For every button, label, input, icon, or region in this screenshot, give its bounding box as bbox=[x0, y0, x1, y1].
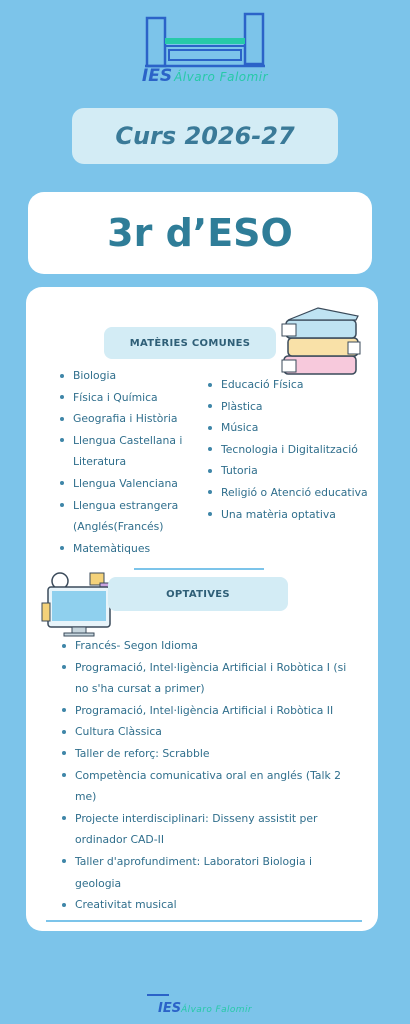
level-title: 3r d’ESO bbox=[107, 211, 293, 255]
list-item-continuation: geologia bbox=[75, 876, 122, 890]
list-item: Tutoria bbox=[208, 460, 378, 482]
list-item: Llengua Valenciana bbox=[60, 473, 210, 495]
logo-ies: IES bbox=[141, 66, 173, 86]
list-item: Taller d'aprofundiment: Laboratori Biologia i bbox=[62, 851, 352, 873]
comunes-heading: MATÈRIES COMUNES bbox=[104, 327, 276, 359]
logo-school-name: Álvaro Falomir bbox=[174, 70, 269, 84]
list-item: Programació, Intel·ligència Artificial i Robòtica II bbox=[62, 700, 352, 722]
list-item: Llengua estrangera bbox=[60, 495, 210, 517]
list-item: Llengua Castellana i bbox=[60, 430, 210, 452]
list-item: Competència comunicativa oral en anglés (Talk 2 bbox=[62, 765, 352, 787]
list-item: Geografia i Història bbox=[60, 408, 210, 430]
list-item: Cultura Clàssica bbox=[62, 721, 352, 743]
list-item-continuation: no s'ha cursat a primer) bbox=[75, 682, 205, 696]
list-item: Tecnologia i Digitalització bbox=[208, 439, 378, 461]
list-item: Biologia bbox=[60, 365, 210, 387]
list-item-continuation: Literatura bbox=[73, 455, 127, 469]
list-item: Matemàtiques bbox=[60, 538, 210, 560]
list-item-continuation: (Anglés(Francés) bbox=[73, 520, 164, 534]
list-item: Projecte interdisciplinari: Disseny assistit per bbox=[62, 808, 352, 830]
list-item: Una matèria optativa bbox=[208, 504, 378, 526]
footer-logo-name: Álvaro Falomir bbox=[181, 1005, 252, 1015]
list-item: Educació Física bbox=[208, 374, 378, 396]
list-item: Plàstica bbox=[208, 396, 378, 418]
subjects-card bbox=[26, 287, 378, 931]
books-stack-icon bbox=[278, 302, 364, 382]
list-item: Creativitat musical bbox=[62, 894, 352, 916]
optatives-list bbox=[62, 635, 352, 916]
comunes-left-list bbox=[60, 365, 210, 559]
optatives-heading: OPTATIVES bbox=[108, 577, 288, 611]
list-item: Física i Química bbox=[60, 387, 210, 409]
list-item: Taller de reforç: Scrabble bbox=[62, 743, 352, 765]
school-logo bbox=[130, 66, 280, 86]
section-divider bbox=[134, 568, 264, 570]
list-item: Programació, Intel·ligència Artificial i Robòtica I (si bbox=[62, 657, 352, 679]
course-banner bbox=[72, 108, 338, 164]
list-item-continuation: ordinador CAD-II bbox=[75, 833, 165, 847]
course-label: Curs 2026-27 bbox=[115, 122, 295, 150]
list-item: Francés- Segon Idioma bbox=[62, 635, 352, 657]
level-banner bbox=[28, 192, 372, 274]
footer-logo-bar bbox=[147, 994, 169, 996]
list-item-continuation: me) bbox=[75, 790, 97, 804]
footer-logo bbox=[145, 997, 265, 1016]
section-divider bbox=[46, 920, 362, 922]
footer-logo-ies: IES bbox=[158, 1001, 182, 1016]
list-item: Música bbox=[208, 417, 378, 439]
comunes-right-list bbox=[208, 374, 378, 525]
list-item: Religió o Atenció educativa bbox=[208, 482, 378, 504]
